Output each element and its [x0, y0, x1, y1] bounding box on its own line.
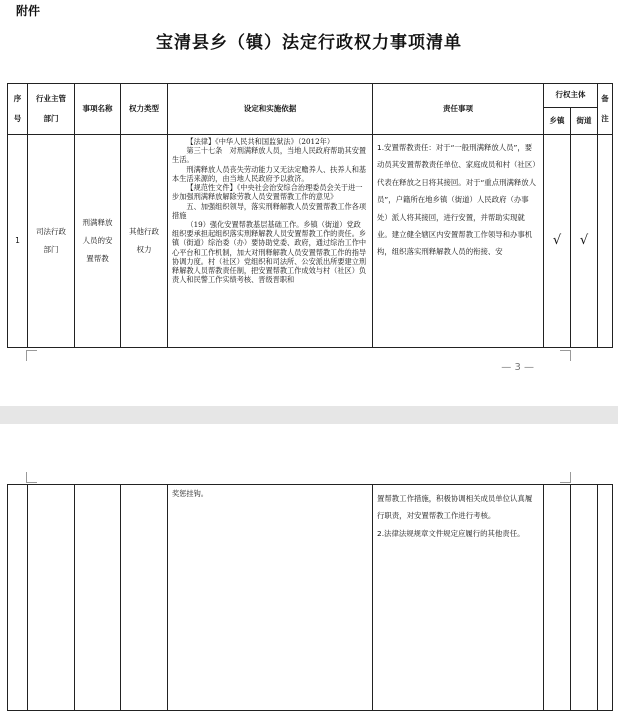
- crop-mark: [26, 472, 37, 483]
- row-responsibility: 1.安置帮教责任：对于“一般刑满释放人员”，要动员其安置帮教责任单位、家庭成员和村（社区）代表在释放之日将其接回。对于“重点刑满释放人员”，户籍所在地乡镇（街道）人民政府（办事处）派人将其接回，进行安置，并帮助实现就业。建立健全辖区内安置帮教工作领导和办事机构，组织落实刑释解教人员的衔接、安: [373, 135, 544, 348]
- crop-mark: [560, 472, 571, 483]
- row-note: [598, 135, 613, 348]
- row-responsibility-cont: 置帮教工作措施，积极协调相关成员单位认真履行职责，对安置帮教工作进行考核。 2.法律法规规章文件规定应履行的其他责任。: [373, 485, 544, 711]
- row-dept: 司法行政 部门: [28, 135, 75, 348]
- header-subject: 行权主体: [544, 84, 598, 108]
- row-power-type: 其他行政 权力: [121, 135, 168, 348]
- row-town-cont: [544, 485, 571, 711]
- header-town: 乡镇: [544, 108, 571, 135]
- document-page-2: [0, 424, 618, 710]
- row-seq-cont: [8, 485, 28, 711]
- header-street: 街道: [571, 108, 598, 135]
- header-seq: 序 号: [8, 84, 28, 135]
- crop-mark: [560, 350, 571, 361]
- header-responsibility: 责任事项: [373, 84, 544, 135]
- header-item-name: 事项名称: [75, 84, 121, 135]
- table-row: [8, 485, 613, 711]
- header-basis: 设定和实施依据: [168, 84, 373, 135]
- table-row: [8, 135, 613, 348]
- row-street-check: √: [571, 135, 598, 348]
- document-title: 宝清县乡（镇）法定行政权力事项清单: [156, 33, 462, 53]
- power-list-table-continued: [7, 484, 613, 711]
- row-note-cont: [598, 485, 613, 711]
- page-number: — 3 —: [501, 362, 534, 373]
- row-dept-cont: [28, 485, 75, 711]
- header-note: 备 注: [598, 84, 613, 135]
- row-item-name: 刑满释放 人员的安 置帮教: [75, 135, 121, 348]
- page-gap: [0, 406, 618, 424]
- row-town-check: √: [544, 135, 571, 348]
- power-list-table: [7, 83, 613, 348]
- header-power-type: 权力类型: [121, 84, 168, 135]
- row-item-name-cont: [75, 485, 121, 711]
- row-basis-cont: 奖惩挂钩。: [168, 485, 373, 711]
- row-street-cont: [571, 485, 598, 711]
- row-basis: 【法律】《中华人民共和国监狱法》（2012年） 第三十七条 对刑满释放人员，当地人民政府帮助其安置生活。 刑满释放人员丧失劳动能力又无法定赡养人、扶养人和基本生活来源的，由当地人民政府予以救济。 【规范性文件】《中央社会治安综合治理委员会关于进一步加强刑满释放解除劳教人员安置帮教工作的意见》 五、加强组织领导，落实刑释解教人员安置帮教工作各项措施 （19）强化安置帮教基层基础工作。乡镇（街道）党政组织要承担起组织落实刑释解教人员安置帮教工作的责任。乡镇（街道）综治委（办）要协助党委、政府，通过综治工作中心平台和工作机制，加大对刑释解教人员安置帮教工作的指导协调力度。村（社区）党组织和司法所、公安派出所要建立刑释解教人员帮教责任制，把安置帮教工作成效与村（社区）负责人和民警工作实绩考核、晋级晋职和: [168, 135, 373, 348]
- row-power-type-cont: [121, 485, 168, 711]
- row-seq: 1: [8, 135, 28, 348]
- header-dept: 行业主管 部门: [28, 84, 75, 135]
- attachment-label: 附件: [16, 4, 41, 18]
- crop-mark: [26, 350, 37, 361]
